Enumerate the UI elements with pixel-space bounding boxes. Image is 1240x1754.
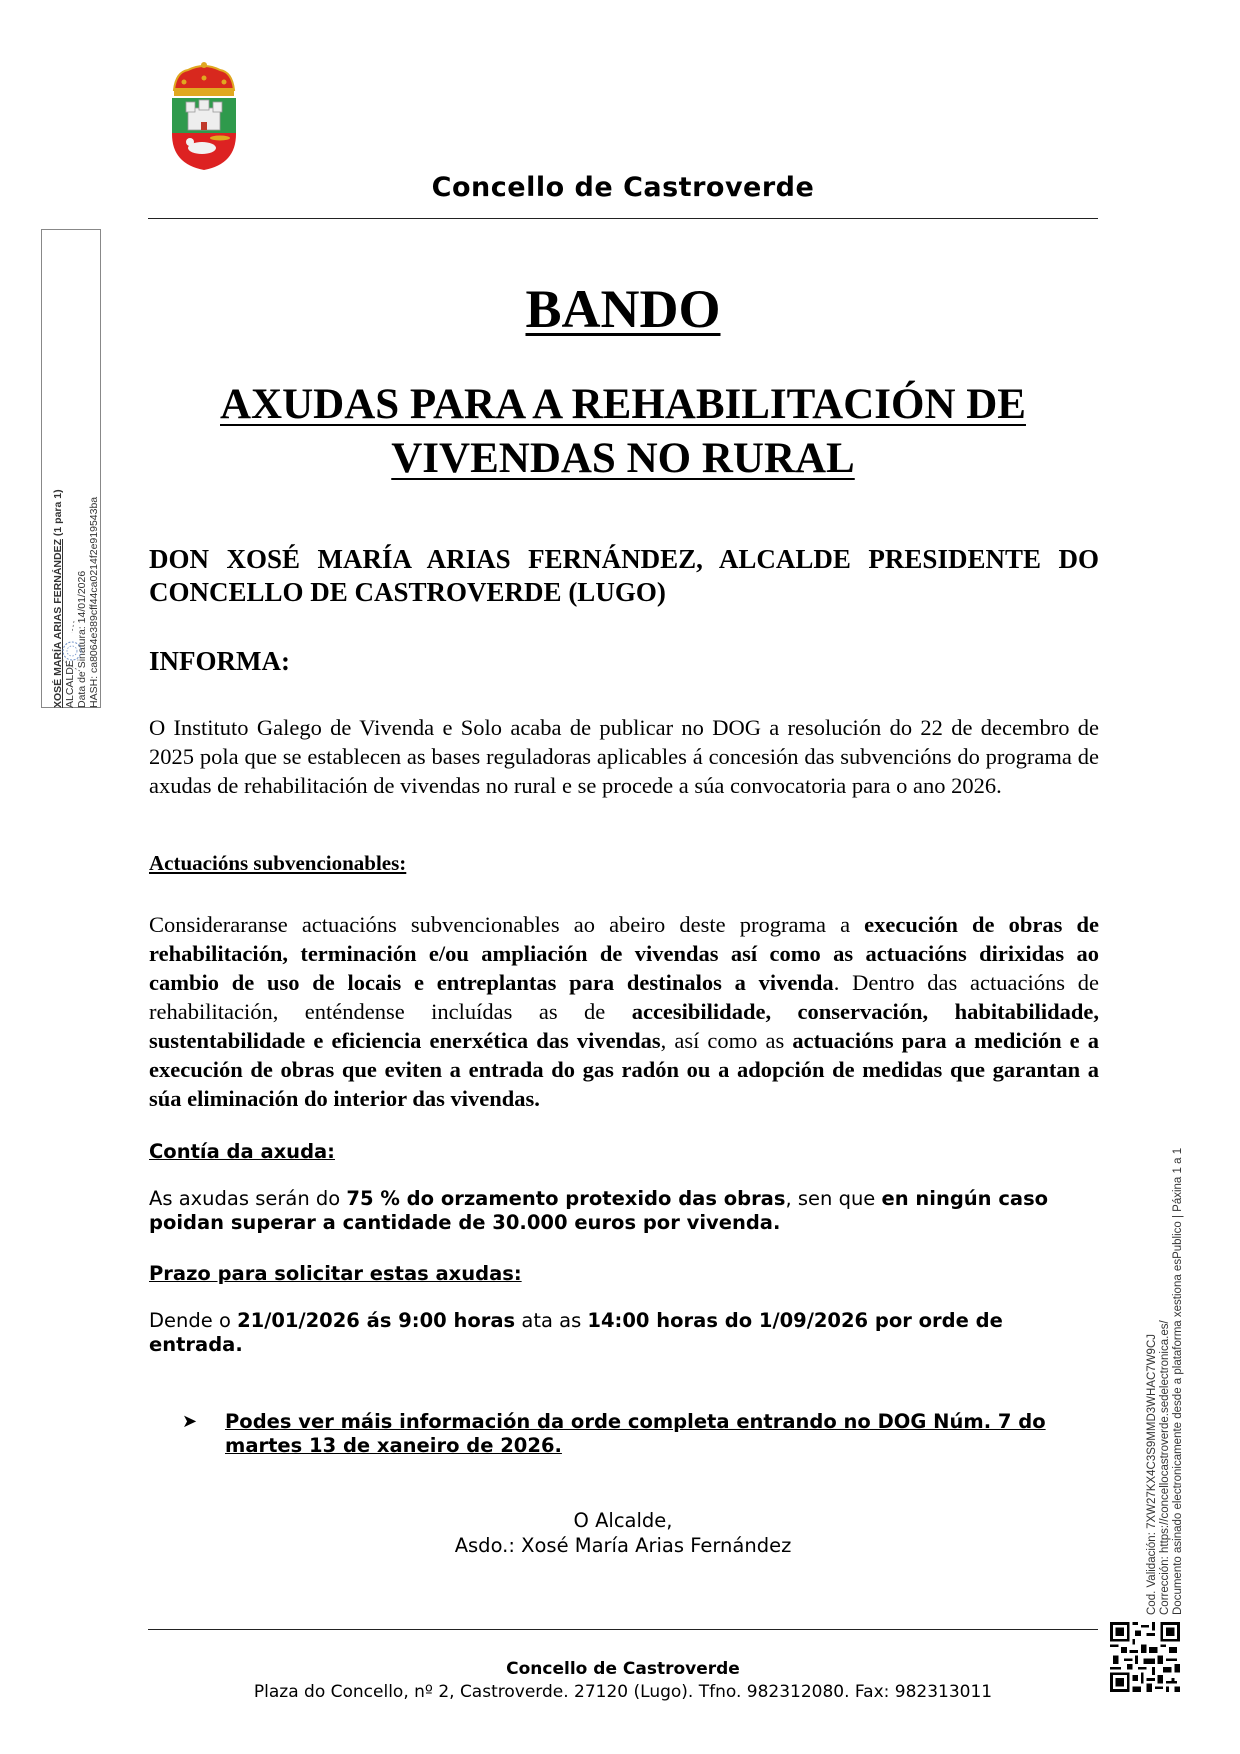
signature-block — [148, 1508, 1098, 1558]
qr-code-icon — [1110, 1622, 1180, 1692]
text-run: , sen que — [785, 1187, 882, 1210]
footer — [148, 1658, 1098, 1704]
mayor-heading: DON XOSÉ MARÍA ARIAS FERNÁNDEZ, ALCALDE PRESIDENTE DO CONCELLO DE CASTROVERDE (LUGO) — [149, 544, 1099, 607]
signature-name: Asdo.: Xosé María Arias Fernández — [454, 1534, 792, 1557]
prazo-heading: Prazo para solicitar estas axudas: — [149, 1262, 522, 1285]
signature-role: O Alcalde, — [573, 1509, 673, 1532]
footer-name: Concello de Castroverde — [506, 1659, 740, 1679]
signer-name: XOSÉ MARÍA ARIAS FERNÁNDEZ — [52, 539, 64, 708]
document-subtitle — [148, 378, 1098, 486]
bold-run: accesibilidade, conservación, habitabilidade, sustentabilidade e eficiencia enerxética das vivendas — [149, 999, 1099, 1053]
more-info-link[interactable]: Podes ver máis información da orde completa entrando no DOG Núm. 7 do martes 13 de xaneiro de 2026. — [225, 1410, 1046, 1457]
subtitle-line-1: AXUDAS PARA A REHABILITACIÓN DE — [220, 381, 1026, 428]
validation-strip — [1146, 1110, 1191, 1615]
footer-address: Plaza do Concello, nº 2, Castroverde. 27120 (Lugo). Tfno. 982312080. Fax: 982313011 — [253, 1682, 993, 1702]
text-run: ata as — [515, 1309, 588, 1332]
platform-note: Documento asinado electronicamente desde a plataforma xestiona esPublico | Páxina 1 a 1 — [1172, 1147, 1184, 1615]
footer-divider — [148, 1629, 1098, 1630]
subtitle-line-2: VIVENDAS NO RURAL — [391, 435, 855, 482]
informa-heading: INFORMA: — [149, 646, 290, 676]
header-divider — [148, 218, 1098, 219]
signature-seal-icon — [52, 615, 88, 675]
signer-role: ALCALDE — [64, 660, 76, 708]
more-info-bullet — [182, 1410, 1082, 1458]
bold-run: actuacións para a medición e a execución de obras que eviten a entrada do gas radón ou a adopción de medidas que garantan a súa eliminación do interior das vivendas. — [149, 1028, 1099, 1111]
signature-hash: HASH: ca8064e389cff44ca0214f2e919543ba — [88, 496, 100, 708]
bold-run: en ningún caso poidan superar a cantidade de 30.000 euros por vivenda. — [149, 1187, 1049, 1234]
prazo-paragraph — [149, 1309, 1084, 1357]
verification-url[interactable]: Corrección: https://concellocastroverde.sedelectronica.es/ — [1159, 1320, 1171, 1615]
text-run: , así como as — [660, 1028, 793, 1053]
contia-paragraph — [149, 1187, 1084, 1235]
signer-suffix: (1 para 1) — [52, 489, 64, 540]
signature-date: Data de Sinatura: 14/01/2026 — [76, 570, 88, 708]
actuacions-heading: Actuacións subvencionables: — [149, 851, 407, 875]
arrow-bullet-icon: ➤ — [182, 1411, 198, 1432]
bold-run: 75 % do orzamento protexido das obras — [346, 1187, 786, 1210]
validation-code: Cod. Validación: 7XW27KX4C3S9MMD3WHAC7W9CJ — [1146, 1334, 1158, 1615]
text-run: . Dentro das actuacións de rehabilitación, enténdense incluídas as de — [149, 970, 1099, 1024]
document-title: BANDO — [525, 279, 721, 339]
actuacions-paragraph — [149, 910, 1099, 1113]
bold-run: execución de obras de rehabilitación, terminación e/ou ampliación de vivendas así como as actuacións dirixidas ao cambio de uso de locais e entreplantas para destinalos a vivenda — [149, 912, 1099, 995]
bold-run: 14:00 horas do 1/09/2026 por orde de entrada. — [149, 1309, 1003, 1356]
contia-heading: Contía da axuda: — [149, 1140, 335, 1163]
header-title: Concello de Castroverde — [431, 172, 815, 203]
text-run: As axudas serán do — [149, 1187, 347, 1210]
coat-of-arms-icon — [168, 60, 240, 172]
bold-run: 21/01/2026 ás 9:00 horas — [237, 1309, 516, 1332]
text-run: Dende o — [149, 1309, 238, 1332]
text-run: Consideraranse actuacións subvencionables ao abeiro deste programa a — [149, 912, 865, 937]
intro-paragraph: O Instituto Galego de Vivenda e Solo acaba de publicar no DOG a resolución do 22 de decembro de 2025 pola que se establecen as bases reguladoras aplicables á concesión das subvencións do programa de axudas de rehabilitación de vivendas no rural e se procede a súa convocatoria para o ano 2026. — [149, 715, 1099, 798]
